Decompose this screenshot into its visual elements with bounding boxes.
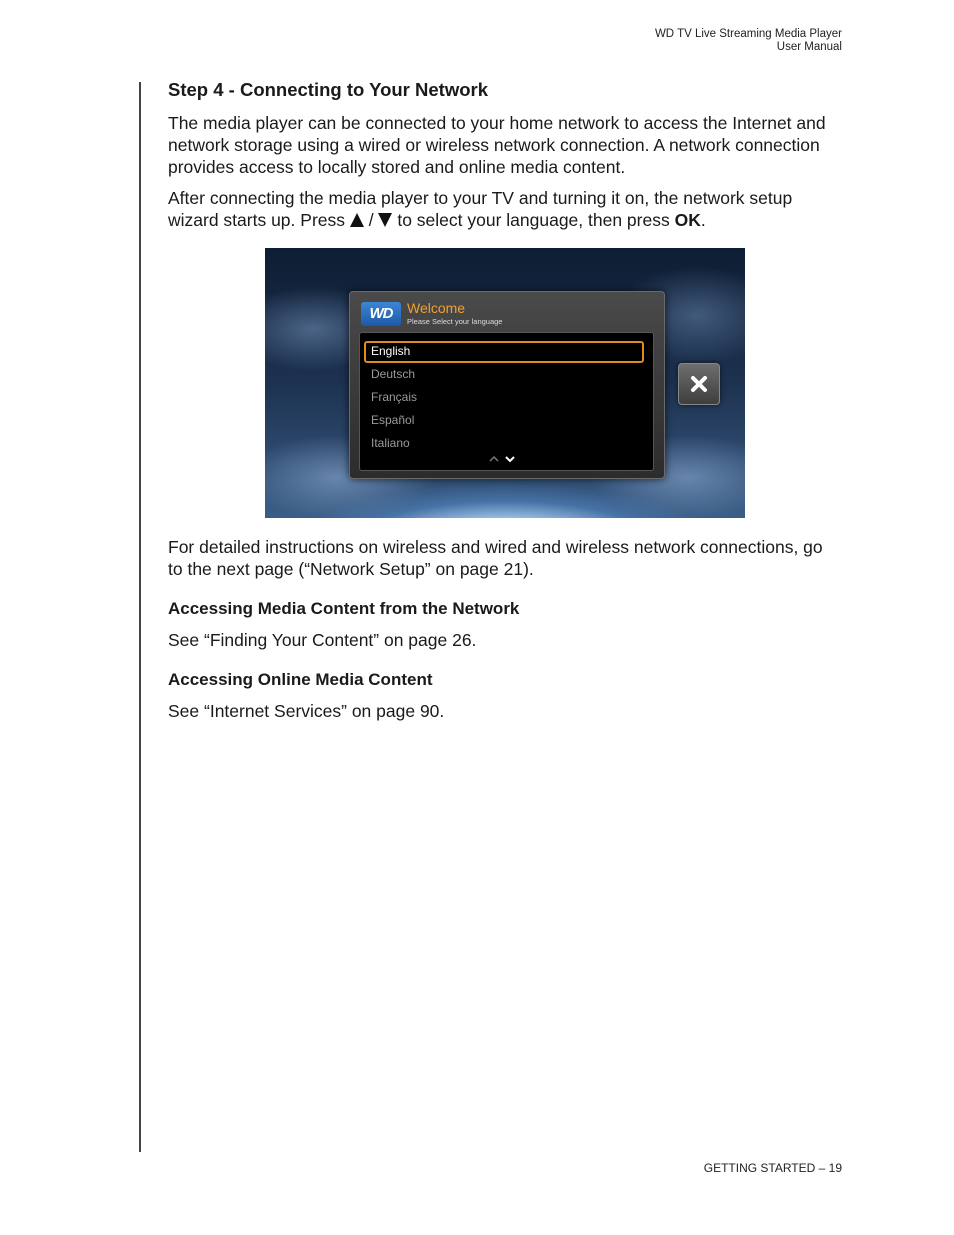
language-option[interactable]: Français: [371, 390, 418, 404]
instructions-paragraph: For detailed instructions on wireless and wired and wireless network connections, go to the next page (“Network Setup” on page 21).: [168, 537, 823, 579]
header-subtitle: User Manual: [776, 41, 842, 53]
setup-text-2: to select your language, then press: [392, 210, 675, 230]
close-button[interactable]: [678, 363, 720, 405]
close-icon: [679, 364, 719, 404]
welcome-screenshot: [265, 248, 745, 518]
dialog-title: Welcome: [407, 300, 466, 316]
subsection-heading-online: Accessing Online Media Content: [168, 670, 433, 689]
setup-text-1: After connecting the media player to your TV and turning it on, the network setup wizard starts up. Press: [168, 188, 793, 230]
setup-text-end: .: [700, 210, 706, 230]
up-arrow-icon: [350, 213, 364, 227]
lower-content: [168, 536, 828, 722]
wd-logo: WD: [361, 302, 401, 326]
language-list: [359, 332, 654, 471]
subsection-body-online: See “Internet Services” on page 90.: [168, 701, 445, 721]
down-arrow-icon: [378, 213, 392, 227]
language-option[interactable]: English: [371, 344, 411, 358]
language-option[interactable]: Español: [371, 413, 415, 427]
page-footer: GETTING STARTED – 19: [703, 1161, 842, 1175]
margin-rule: [139, 82, 141, 1152]
ok-key-label: OK: [674, 210, 701, 230]
section-heading: Step 4 - Connecting to Your Network: [168, 79, 489, 100]
language-option[interactable]: Italiano: [371, 436, 410, 450]
intro-paragraph: The media player can be connected to your home network to access the Internet and network storage using a wired or wireless network connection. A network connection provides access to locally stored and online media content.: [168, 113, 826, 177]
scroll-arrows-icon: [488, 453, 518, 465]
header-title: WD TV Live Streaming Media Player: [654, 28, 842, 40]
main-content: [168, 78, 828, 231]
subsection-body-network: See “Finding Your Content” on page 26.: [168, 630, 477, 650]
subsection-heading-network: Accessing Media Content from the Network: [168, 599, 520, 618]
setup-separator: /: [363, 210, 379, 230]
language-option[interactable]: Deutsch: [371, 367, 416, 381]
page-header: [655, 28, 842, 54]
dialog-subtitle: Please Select your language: [407, 317, 503, 326]
welcome-dialog: [349, 291, 665, 479]
setup-paragraph: [168, 187, 828, 231]
